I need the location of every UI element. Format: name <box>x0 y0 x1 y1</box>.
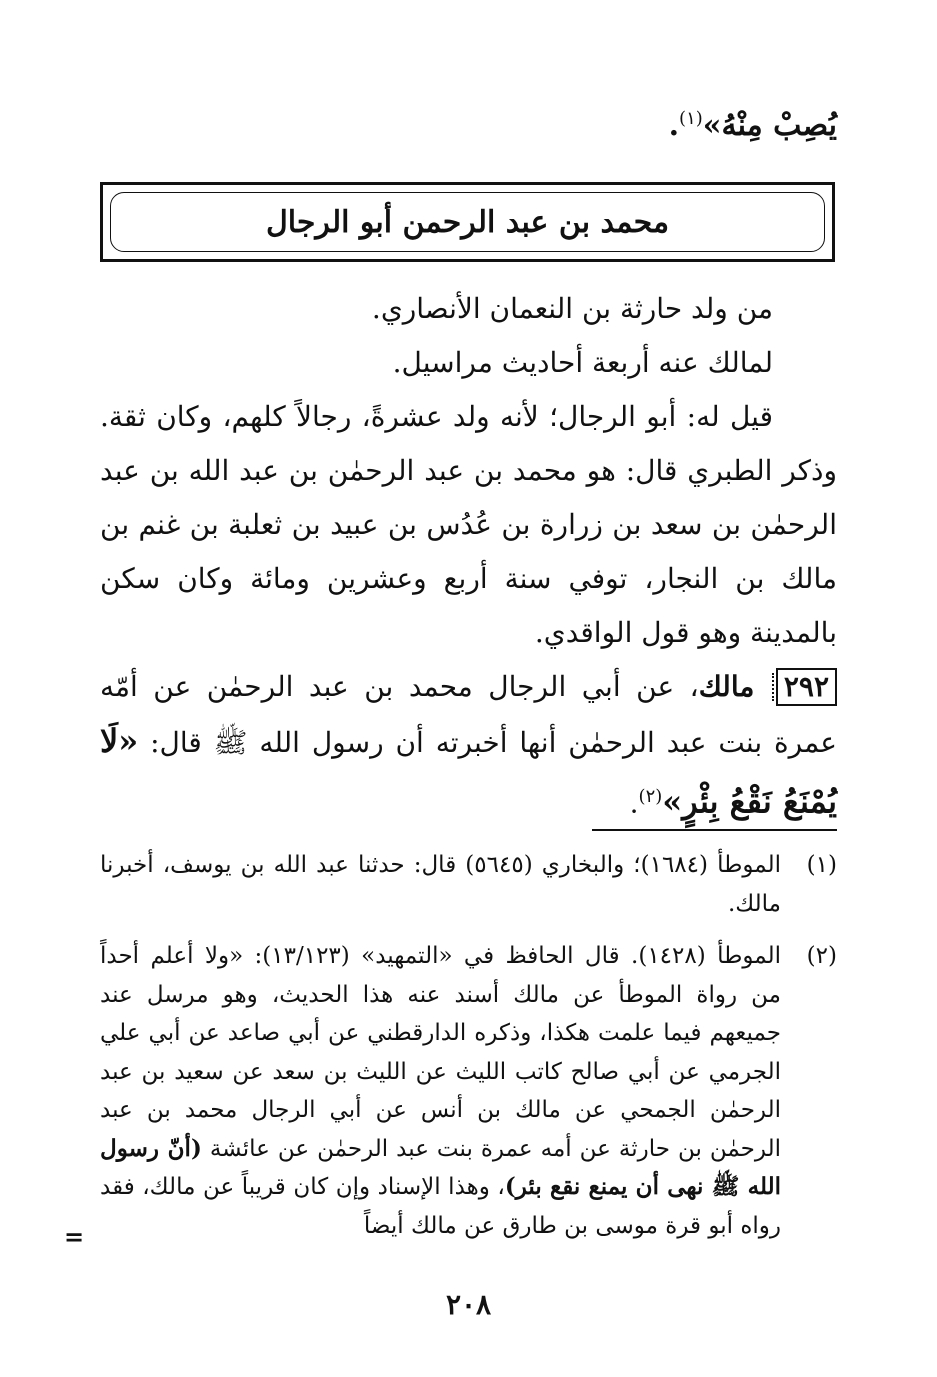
previous-hadith-text: يُصِبْ مِنْهُ» <box>702 108 837 143</box>
footnote-1 <box>100 846 837 923</box>
section-title-inner-frame <box>110 192 825 252</box>
hadith-number-badge: ٢٩٢ <box>776 668 837 706</box>
paragraph-lineage: من ولد حارثة بن النعمان الأنصاري. <box>371 292 773 325</box>
footnote-text: الموطأ (١٦٨٤)؛ والبخاري (٥٦٤٥) قال: حدثنا عبد الله بن يوسف، أخبرنا مالك. <box>100 852 781 917</box>
footnote-text-part-a: الموطأ (١٤٢٨). قال الحافظ في «التمهيد» (١٣/١٢٣): «ولا أعلم أحداً من رواة الموطأ عن مالك أسند عنه هذا الحديث، وهو مرسل عند جميعهم فيما علمت هكذا، وذكره الدارقطني عن أبي صاعد عن أبي علي الجرمي عن أبي صالح كاتب الليث عن الليث بن سعد عن سعيد بن عبد الرحمٰن الجمحي عن مالك بن أنس عن أبي الرجال محمد بن عبد الرحمٰن بن حارثة عن أمه عمرة بنت عبد الرحمٰن عن عائشة <box>100 943 781 1162</box>
footnotes-section <box>100 846 837 1259</box>
footnote-number: (١) <box>806 852 837 878</box>
page-number: ٢٠٨ <box>445 1288 492 1321</box>
section-title: محمد بن عبد الرحمن أبو الرجال <box>265 204 670 240</box>
continued-mark: = <box>64 1222 85 1251</box>
footnote-text <box>100 937 781 1245</box>
footnote-ref-1[interactable]: (١) <box>679 108 703 129</box>
hadith-paragraph <box>100 660 837 830</box>
section-title-frame <box>100 182 835 262</box>
previous-hadith-ending <box>100 108 837 143</box>
hadith-narrator: مالك <box>698 670 755 703</box>
trail-period: . <box>668 108 680 143</box>
main-text <box>100 282 837 830</box>
footnote-bold-quote: (أنّ رسول الله ﷺ نهى أن يمنع نقع بئر) <box>100 1134 781 1200</box>
footnote-divider <box>592 829 837 831</box>
footnote-2 <box>100 937 837 1245</box>
hadith-trail-period: . <box>629 786 639 820</box>
hadith-quote: «لَا يُمْنَعُ نَقْعُ بِئْرٍ» <box>100 722 837 821</box>
paragraph-biography: قيل له: أبو الرجال؛ لأنه ولد عشرةً، رجالاً كلهم، وكان ثقة. وذكر الطبري قال: هو محمد بن عبد الرحمٰن بن عبد الله بن عبد الرحمٰن بن سعد بن زرارة بن عُدُس بن عبيد بن ثعلبة بن غنم بن مالك بن النجار، توفي سنة أربع وعشرين ومائة وكان سكن بالمدينة وهو قول الواقدي. <box>100 400 837 649</box>
paragraph-hadith-count: لمالك عنه أربعة أحاديث مراسيل. <box>392 346 773 379</box>
hadith-chain: ، عن أبي الرجال محمد بن عبد الرحمٰن عن أمّه عمرة بنت عبد الرحمٰن أنها أخبرته أن رسول الله ﷺ قال: <box>100 670 837 759</box>
footnote-number: (٢) <box>806 943 837 969</box>
footnote-ref-2[interactable]: (٢) <box>638 786 663 807</box>
footnote-text-part-b: ، وهذا الإسناد وإن كان قريباً عن مالك، فقد رواه أبو قرة موسى بن طارق عن مالك أيضاً <box>100 1174 781 1239</box>
